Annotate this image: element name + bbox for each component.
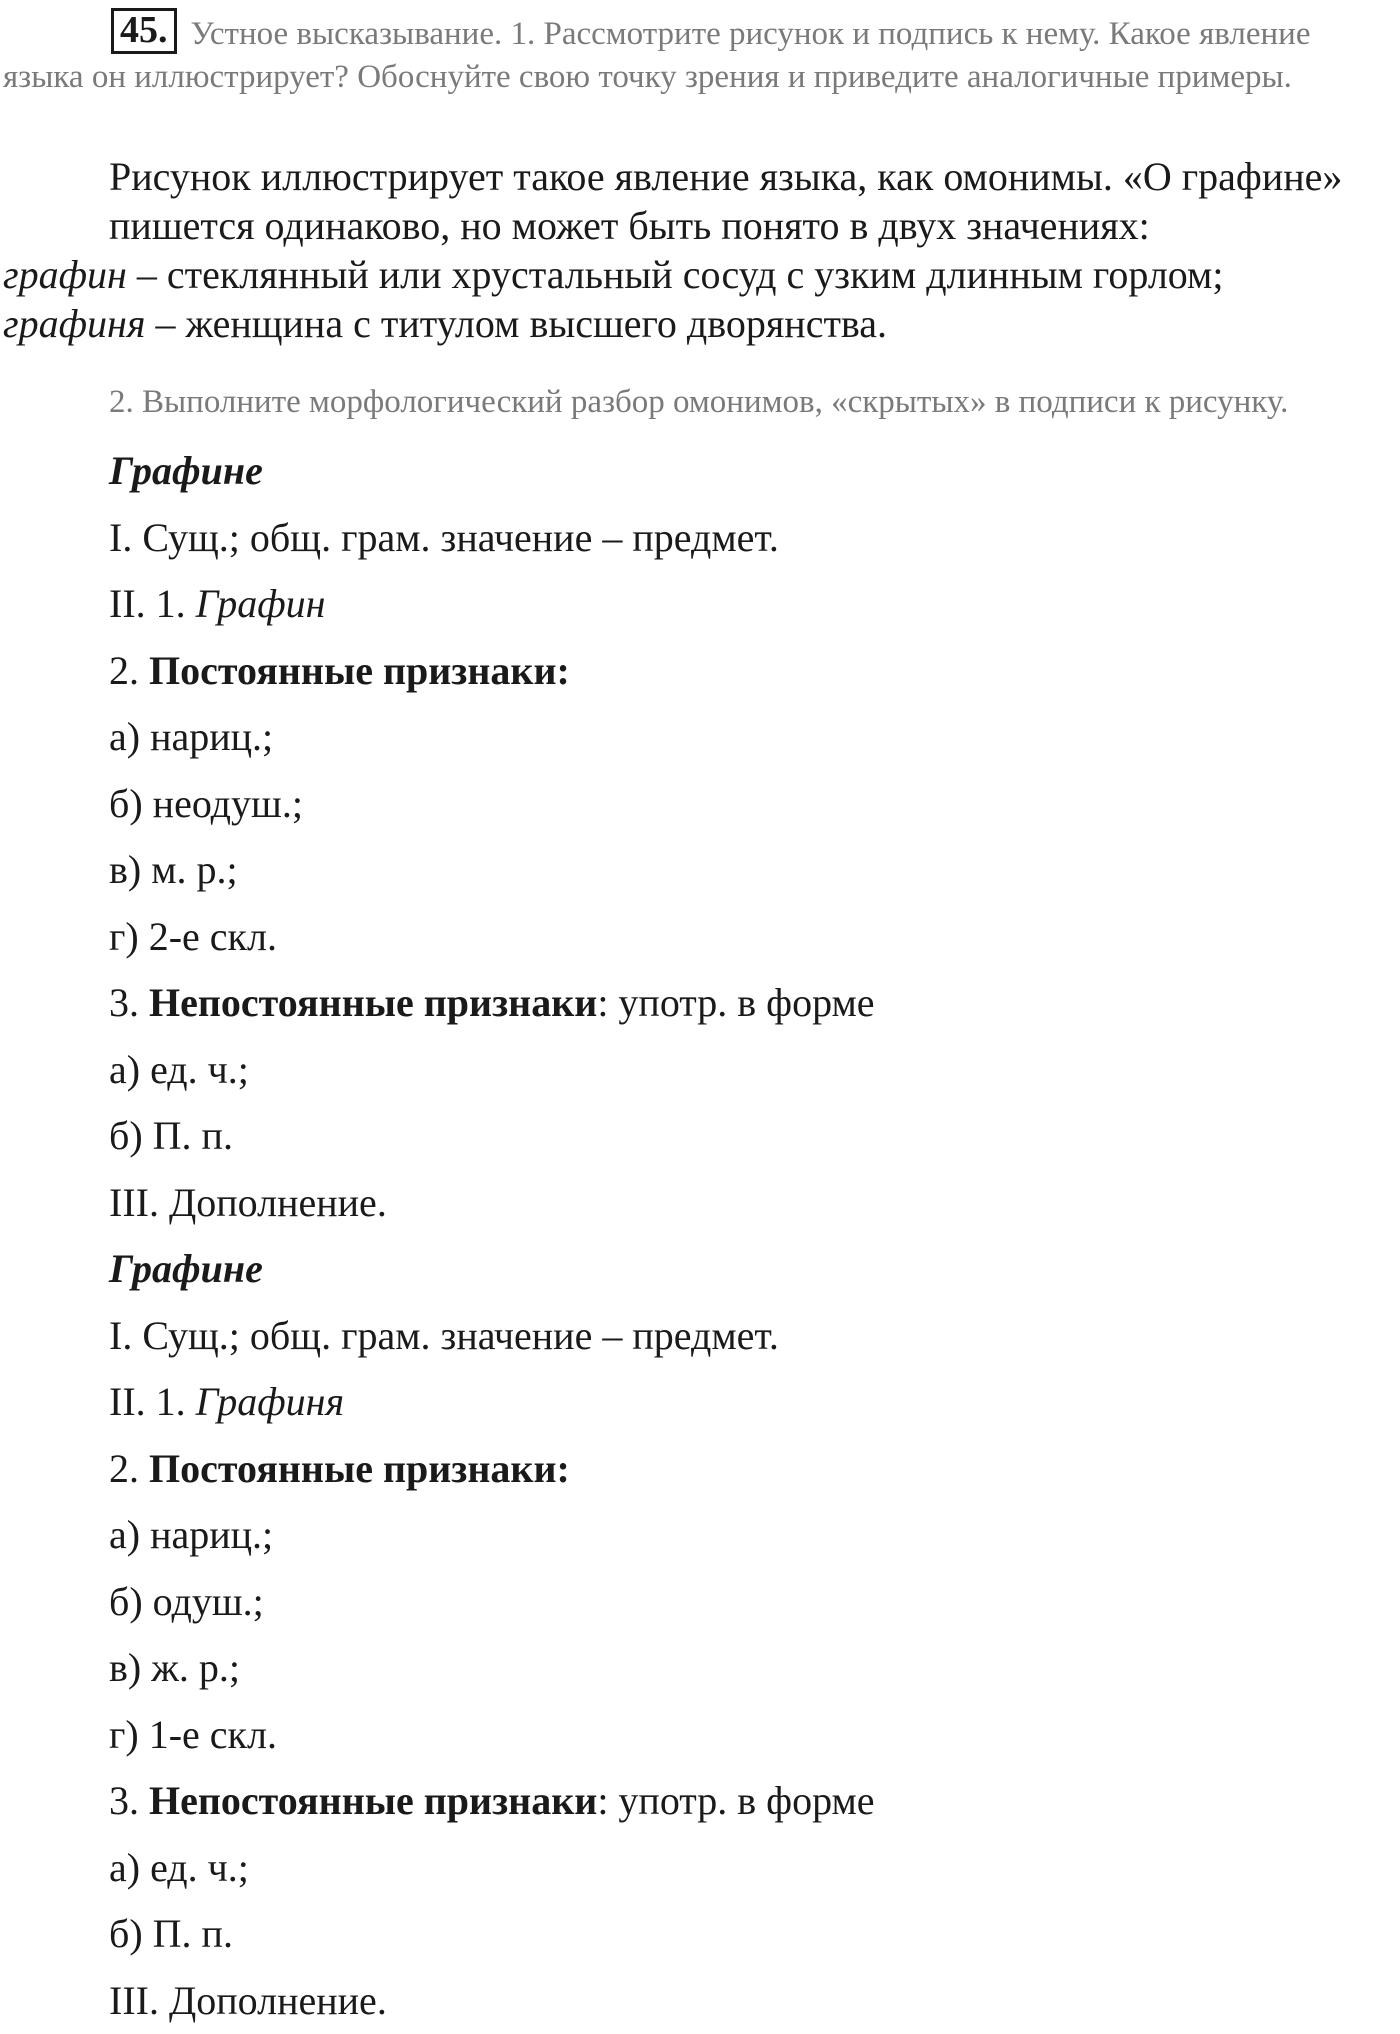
parse-2-line-8-num: 3.	[109, 1778, 149, 1823]
task-1-prompt	[3, 8, 1393, 99]
parse-2-line-2-prefix: II. 1.	[109, 1379, 196, 1424]
task-1-answer	[3, 152, 1398, 348]
task-1-text: Устное высказывание. 1. Рассмотрите рисунок и подпись к нему. Какое явление языка он иллюстрирует? Обоснуйте свою точку зрения и приведите аналогичные примеры.	[3, 16, 1310, 95]
answer-word-1: графин	[3, 252, 127, 297]
parse-1-line-7: г) 2-е скл.	[109, 904, 1369, 971]
parse-2-line-7: г) 1-е скл.	[109, 1702, 1369, 1769]
parse-1-line-3	[109, 638, 1369, 705]
answer-word-2: графиня	[3, 301, 145, 346]
parse-1-line-11: III. Дополнение.	[109, 1170, 1369, 1237]
parse-1-line-3-num: 2.	[109, 648, 149, 693]
parse-1-line-4: а) нариц.;	[109, 704, 1369, 771]
parse-2-variable-title: Непостоянные признаки	[149, 1778, 597, 1823]
answer-intro: Рисунок иллюстрирует такое явление языка, как омонимы. «О графине» пишется одинаково, но может быть понято в двух значениях:	[109, 154, 1342, 248]
parse-2-line-3	[109, 1436, 1369, 1503]
parse-1-line-8	[109, 970, 1369, 1037]
answer-paragraph	[3, 152, 1398, 250]
parse-1-line-2	[109, 571, 1369, 638]
parse-1-line-8-rest: : употр. в форме	[597, 980, 874, 1025]
parse-1-line-1: I. Сущ.; общ. грам. значение – предмет.	[109, 505, 1369, 572]
parse-2-line-11: III. Дополнение.	[109, 1968, 1369, 2034]
answer-def-2: – женщина с титулом высшего дворянства.	[155, 301, 887, 346]
answer-definition-1	[3, 250, 1398, 299]
parse-1-variable-title: Непостоянные признаки	[149, 980, 597, 1025]
task-2-prompt: 2. Выполните морфологический разбор омонимов, «скрытых» в подписи к рисунку.	[109, 381, 1399, 424]
parse-1-line-9: а) ед. ч.;	[109, 1037, 1369, 1104]
parse-2-heading: Графине	[109, 1236, 1369, 1303]
parse-1-line-5: б) неодуш.;	[109, 771, 1369, 838]
parse-2-line-4: а) нариц.;	[109, 1502, 1369, 1569]
parse-1-initial-form: Графин	[196, 581, 326, 626]
parse-2-line-8-rest: : употр. в форме	[597, 1778, 874, 1823]
parse-1-line-6: в) м. р.;	[109, 837, 1369, 904]
parse-2-line-8	[109, 1768, 1369, 1835]
morphological-analysis	[109, 438, 1369, 2034]
answer-def-1: – стеклянный или хрустальный сосуд с узким длинным горлом;	[137, 252, 1224, 297]
parse-2-line-6: в) ж. р.;	[109, 1635, 1369, 1702]
parse-2-line-1: I. Сущ.; общ. грам. значение – предмет.	[109, 1303, 1369, 1370]
parse-2-constant-title: Постоянные признаки:	[149, 1446, 570, 1491]
parse-2-line-10: б) П. п.	[109, 1901, 1369, 1968]
parse-2-line-2	[109, 1369, 1369, 1436]
parse-1-constant-title: Постоянные признаки:	[149, 648, 570, 693]
parse-2-line-9: а) ед. ч.;	[109, 1835, 1369, 1902]
parse-2-initial-form: Графиня	[196, 1379, 344, 1424]
parse-2-line-5: б) одуш.;	[109, 1569, 1369, 1636]
parse-1-line-2-prefix: II. 1.	[109, 581, 196, 626]
parse-1-line-8-num: 3.	[109, 980, 149, 1025]
answer-definition-2	[3, 299, 1398, 348]
task-number-badge: 45.	[111, 8, 177, 54]
parse-1-heading: Графине	[109, 438, 1369, 505]
parse-2-line-3-num: 2.	[109, 1446, 149, 1491]
parse-1-line-10: б) П. п.	[109, 1103, 1369, 1170]
